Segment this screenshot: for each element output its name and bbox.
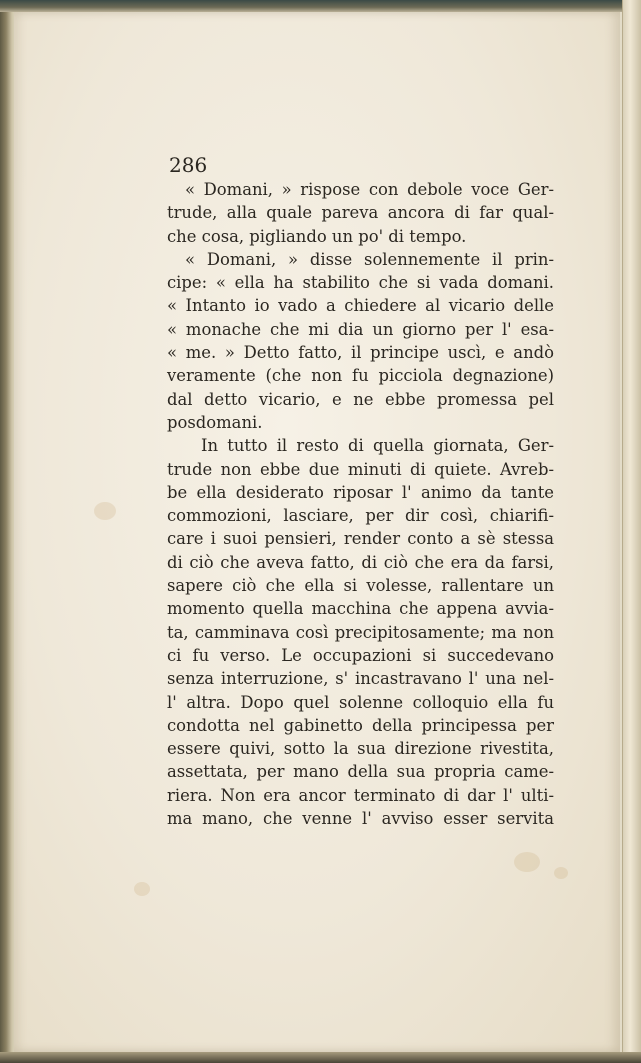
- text-line: cipe: « ella ha stabilito che si vada domani.: [167, 273, 554, 293]
- text-line: essere quivi, sotto la sua direzione rivestita,: [167, 739, 554, 759]
- text-line: condotta nel gabinetto della principessa per: [167, 715, 554, 735]
- page-number: 286: [169, 153, 208, 177]
- next-page-edge: [622, 0, 641, 1063]
- text-line: ci fu verso. Le occupazioni si succedevano: [167, 645, 554, 665]
- text-line: In tutto il resto di quella giornata, Ger-: [201, 436, 554, 456]
- text-line: senza interruzione, s' incastravano l' una nel-: [167, 669, 554, 689]
- text-line: dal detto vicario, e ne ebbe promessa pel: [167, 389, 554, 409]
- text-line: « Domani, » disse solennemente il prin-: [185, 249, 554, 269]
- text-line: riera. Non era ancor terminato di dar l' ulti-: [167, 785, 554, 805]
- text-line: commozioni, lasciare, per dir così, chiarifi-: [167, 506, 554, 526]
- text-line: « Domani, » rispose con debole voce Ger-: [185, 180, 554, 199]
- text-line: assettata, per mano della sua propria came-: [167, 762, 554, 782]
- body-text: [167, 178, 554, 830]
- text-line: posdomani.: [167, 412, 263, 432]
- text-line: di ciò che aveva fatto, di ciò che era da farsi,: [167, 552, 554, 572]
- text-line: ta, camminava così precipitosamente; ma non: [167, 622, 554, 642]
- text-line: trude non ebbe due minuti di quiete. Avreb-: [167, 459, 554, 479]
- foxing-spot: [134, 882, 150, 896]
- text-line: veramente (che non fu picciola degnazione): [167, 366, 554, 386]
- text-line: be ella desiderato riposar l' animo da tante: [167, 482, 554, 502]
- text-line: ma mano, che venne l' avviso esser servita: [167, 809, 554, 829]
- foxing-spot: [514, 852, 540, 872]
- book-bottom-edge: [0, 1052, 641, 1063]
- foxing-spot: [554, 867, 568, 879]
- text-line: l' altra. Dopo quel solenne colloquio ella fu: [167, 692, 554, 712]
- text-line: momento quella macchina che appena avvia-: [167, 599, 554, 619]
- foxing-spot: [94, 502, 116, 520]
- text-line: trude, alla quale pareva ancora di far qual-: [167, 203, 554, 223]
- text-line: « me. » Detto fatto, il principe uscì, e andò: [167, 343, 554, 363]
- text-line: che cosa, pigliando un po' di tempo.: [167, 226, 467, 246]
- text-line: sapere ciò che ella si volesse, rallentare un: [167, 576, 554, 596]
- book-top-edge: [0, 0, 641, 12]
- text-line: care i suoi pensieri, render conto a sè stessa: [167, 529, 554, 549]
- text-line: « Intanto io vado a chiedere al vicario delle: [167, 296, 554, 316]
- text-line: « monache che mi dia un giorno per l' esa-: [167, 319, 554, 339]
